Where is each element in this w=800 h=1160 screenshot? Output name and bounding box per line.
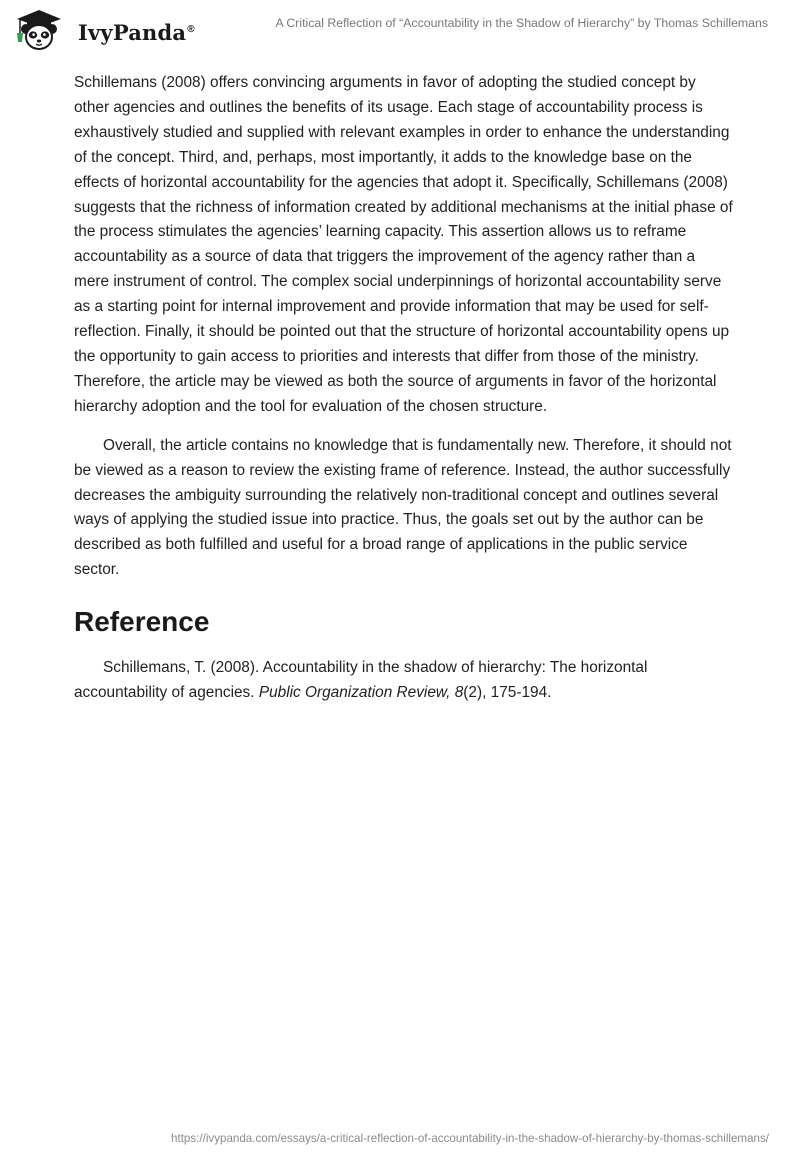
panda-graduate-icon xyxy=(14,8,64,52)
running-title: A Critical Reflection of “Accountability in the Shadow of Hierarchy” by Thomas Schillemans xyxy=(275,16,768,30)
registered-mark: ® xyxy=(187,24,195,35)
reference-issue-pages: (2), 175-194. xyxy=(463,684,552,702)
reference-citation: Schillemans, T. (2008). Accountability in the shadow of hierarchy: The horizontal accountability of agencies. xyxy=(74,659,648,702)
document-body xyxy=(74,71,734,720)
body-paragraph-2: Overall, the article contains no knowledge that is fundamentally new. Therefore, it should not be viewed as a reason to review the existing frame of reference. Instead, the author successfully decreases the ambiguity surrounding the relatively non-traditional concept and outlines several ways of applying the studied issue into practice. Thus, the goals set out by the author can be described as both fulfilled and useful for a broad range of applications in the public service sector. xyxy=(74,436,732,579)
source-url[interactable]: https://ivypanda.com/essays/a-critical-reflection-of-accountability-in-the-shadow-of-hierarchy-by-thomas-schillemans/ xyxy=(171,1132,769,1145)
reference-entry xyxy=(74,656,734,706)
reference-journal: Public Organization Review, 8 xyxy=(258,684,464,702)
logo-text: IvyPanda xyxy=(78,20,187,45)
body-paragraph-1: Schillemans (2008) offers convincing arguments in favor of adopting the studied concept by other agencies and outlines the benefits of its usage. Each stage of accountability process is exhaustively studied and supplied with relevant examples in order to enhance the understanding of the concept. Third, and, perhaps, most importantly, it adds to the knowledge base on the effects of horizontal accountability for the agencies that adopt it. Specifically, Schillemans (2008) suggests that the richness of information created by additional mechanisms at the initial phase of the process stimulates the agencies’ learning capacity. This assertion allows us to reframe accountability as a source of data that triggers the improvement of the agency rather than a mere instrument of control. The complex social underpinnings of horizontal accountability serve as a starting point for internal improvement and provide information that may be used for self-reflection. Finally, it should be pointed out that the structure of horizontal accountability opens up the opportunity to gain access to priorities and interests that differ from those of the ministry. Therefore, the article may be viewed as both the source of arguments in favor of the horizontal hierarchy adoption and the tool for evaluation of the chosen structure. xyxy=(74,74,733,415)
reference-heading: Reference xyxy=(74,606,210,638)
ivypanda-logo[interactable] xyxy=(14,8,194,52)
logo-wordmark xyxy=(78,20,195,45)
page-header xyxy=(0,0,800,60)
